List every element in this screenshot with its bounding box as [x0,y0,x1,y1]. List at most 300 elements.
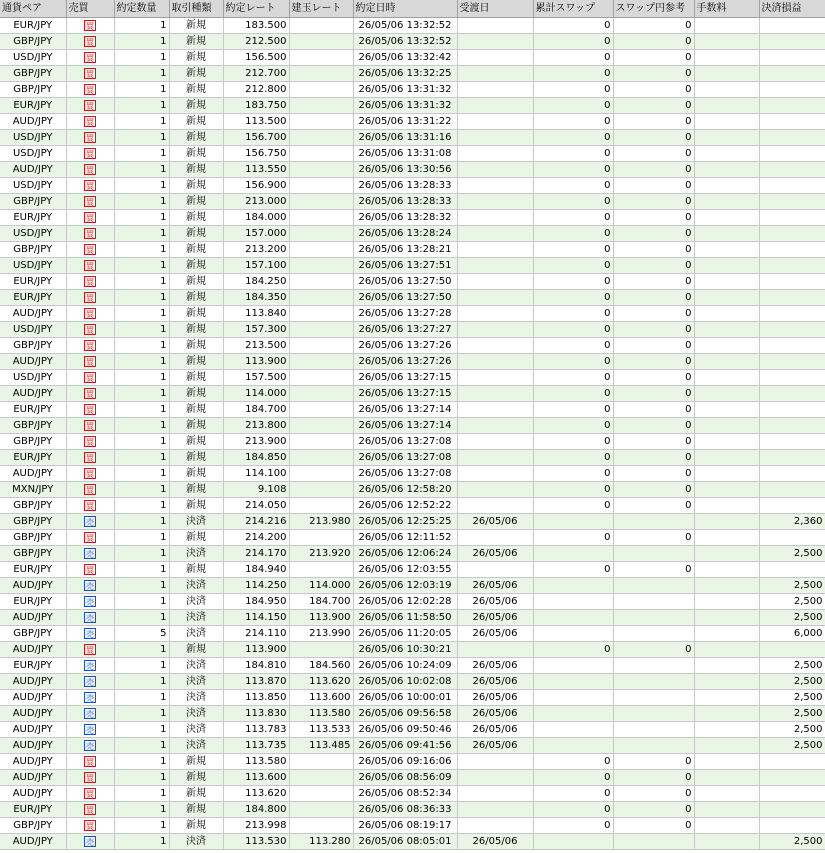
cell-swap-ref: 0 [613,338,694,354]
table-row[interactable] [0,722,825,738]
table-row[interactable] [0,322,825,338]
cell-pair: USD/JPY [0,146,66,162]
cell-rate: 113.580 [223,754,289,770]
cell-swap-ref: 0 [613,466,694,482]
cell-open-rate [289,258,353,274]
cell-side [66,50,114,66]
cell-pnl: 2,500 [759,706,825,722]
cell-fee [694,274,759,290]
cell-cumulative-swap: 0 [533,34,613,50]
cell-datetime: 26/05/06 09:41:56 [353,738,457,754]
cell-pair: USD/JPY [0,370,66,386]
cell-pnl [759,306,825,322]
cell-swap-ref [613,674,694,690]
column-header-trade-type[interactable]: 取引種類 [169,0,223,18]
cell-fee [694,514,759,530]
table-row[interactable] [0,674,825,690]
cell-quantity: 1 [114,130,169,146]
cell-fee [694,354,759,370]
cell-pnl [759,354,825,370]
cell-pnl [759,482,825,498]
cell-swap-ref: 0 [613,322,694,338]
buy-badge: 買 [86,213,94,223]
table-row[interactable] [0,706,825,722]
table-row[interactable] [0,402,825,418]
buy-badge: 買 [86,821,94,831]
cell-rate: 113.783 [223,722,289,738]
cell-cumulative-swap: 0 [533,274,613,290]
cell-quantity: 1 [114,690,169,706]
cell-side [66,818,114,834]
cell-side [66,434,114,450]
column-header-side[interactable]: 売買 [66,0,114,18]
cell-fee [694,578,759,594]
cell-rate: 157.000 [223,226,289,242]
cell-open-rate [289,802,353,818]
cell-open-rate [289,242,353,258]
table-row[interactable] [0,770,825,786]
cell-datetime: 26/05/06 10:30:21 [353,642,457,658]
cell-rate: 212.500 [223,34,289,50]
table-row[interactable] [0,162,825,178]
cell-swap-ref [613,626,694,642]
table-row[interactable] [0,738,825,754]
buy-badge: 買 [86,197,94,207]
cell-cumulative-swap: 0 [533,354,613,370]
cell-open-rate [289,322,353,338]
cell-open-rate [289,770,353,786]
cell-datetime: 26/05/06 13:31:32 [353,98,457,114]
cell-quantity: 1 [114,402,169,418]
buy-badge: 買 [86,261,94,271]
cell-datetime: 26/05/06 13:27:28 [353,306,457,322]
cell-pair: EUR/JPY [0,18,66,34]
table-row[interactable] [0,578,825,594]
column-header-cumulative-swap[interactable]: 累計スワップ [533,0,613,18]
cell-datetime: 26/05/06 13:32:25 [353,66,457,82]
cell-pair: AUD/JPY [0,578,66,594]
cell-quantity: 1 [114,834,169,850]
cell-settle-date [457,114,533,130]
table-row[interactable] [0,658,825,674]
cell-settle-date [457,258,533,274]
cell-open-rate [289,754,353,770]
buy-badge: 買 [86,325,94,335]
cell-pnl [759,802,825,818]
table-row[interactable] [0,690,825,706]
table-header-row [0,0,825,18]
cell-cumulative-swap: 0 [533,402,613,418]
table-row[interactable] [0,434,825,450]
cell-fee [694,306,759,322]
table-row[interactable] [0,50,825,66]
cell-rate: 184.950 [223,594,289,610]
cell-open-rate: 213.990 [289,626,353,642]
cell-pair: USD/JPY [0,178,66,194]
column-header-datetime[interactable]: 約定日時 [353,0,457,18]
cell-swap-ref: 0 [613,802,694,818]
cell-datetime: 26/05/06 12:03:55 [353,562,457,578]
cell-datetime: 26/05/06 12:25:25 [353,514,457,530]
cell-datetime: 26/05/06 13:32:52 [353,18,457,34]
buy-badge: 買 [86,437,94,447]
cell-trade-type: 新規 [169,338,223,354]
column-header-settle-date[interactable]: 受渡日 [457,0,533,18]
table-row[interactable] [0,306,825,322]
cell-open-rate [289,786,353,802]
cell-pnl [759,642,825,658]
cell-swap-ref [613,578,694,594]
cell-pair: EUR/JPY [0,562,66,578]
cell-trade-type: 新規 [169,802,223,818]
cell-pair: GBP/JPY [0,338,66,354]
cell-datetime: 26/05/06 13:27:27 [353,322,457,338]
cell-cumulative-swap: 0 [533,498,613,514]
cell-pair: EUR/JPY [0,274,66,290]
cell-pnl [759,770,825,786]
cell-settle-date [457,306,533,322]
cell-swap-ref: 0 [613,178,694,194]
column-header-pair[interactable]: 通貨ペア [0,0,66,18]
cell-open-rate [289,82,353,98]
cell-rate: 214.050 [223,498,289,514]
buy-badge: 買 [86,85,94,95]
table-row[interactable] [0,258,825,274]
cell-side [66,402,114,418]
cell-cumulative-swap: 0 [533,466,613,482]
cell-datetime: 26/05/06 13:32:42 [353,50,457,66]
cell-quantity: 1 [114,514,169,530]
cell-settle-date: 26/05/06 [457,658,533,674]
cell-pair: USD/JPY [0,322,66,338]
cell-swap-ref [613,738,694,754]
cell-trade-type: 決済 [169,690,223,706]
cell-rate: 213.200 [223,242,289,258]
cell-side [66,386,114,402]
cell-pnl [759,434,825,450]
cell-swap-ref: 0 [613,146,694,162]
cell-open-rate [289,338,353,354]
cell-side [66,674,114,690]
cell-datetime: 26/05/06 12:06:24 [353,546,457,562]
table-row[interactable] [0,274,825,290]
buy-badge: 買 [86,805,94,815]
cell-swap-ref: 0 [613,306,694,322]
cell-quantity: 1 [114,370,169,386]
cell-settle-date: 26/05/06 [457,738,533,754]
cell-side [66,642,114,658]
cell-pnl: 2,500 [759,610,825,626]
cell-pair: GBP/JPY [0,82,66,98]
cell-trade-type: 決済 [169,594,223,610]
cell-fee [694,498,759,514]
cell-cumulative-swap: 0 [533,322,613,338]
cell-open-rate [289,354,353,370]
table-row[interactable] [0,18,825,34]
cell-datetime: 26/05/06 08:56:09 [353,770,457,786]
cell-datetime: 26/05/06 12:02:28 [353,594,457,610]
cell-quantity: 1 [114,226,169,242]
cell-side [66,242,114,258]
cell-swap-ref: 0 [613,402,694,418]
cell-trade-type: 新規 [169,194,223,210]
table-row[interactable] [0,626,825,642]
table-row[interactable] [0,354,825,370]
table-row[interactable] [0,130,825,146]
cell-settle-date [457,162,533,178]
cell-trade-type: 新規 [169,98,223,114]
table-row[interactable] [0,114,825,130]
cell-open-rate [289,530,353,546]
cell-side [66,82,114,98]
cell-settle-date [457,418,533,434]
cell-cumulative-swap: 0 [533,786,613,802]
table-row[interactable] [0,466,825,482]
cell-rate: 113.830 [223,706,289,722]
cell-pnl [759,450,825,466]
buy-badge: 買 [86,293,94,303]
cell-side [66,258,114,274]
cell-pnl: 2,500 [759,674,825,690]
cell-trade-type: 新規 [169,242,223,258]
table-row[interactable] [0,338,825,354]
table-row[interactable] [0,802,825,818]
cell-settle-date [457,530,533,546]
cell-pnl [759,34,825,50]
cell-swap-ref [613,610,694,626]
cell-pnl: 2,500 [759,546,825,562]
cell-settle-date: 26/05/06 [457,610,533,626]
cell-cumulative-swap [533,626,613,642]
cell-pair: USD/JPY [0,226,66,242]
cell-swap-ref: 0 [613,34,694,50]
cell-pnl [759,370,825,386]
cell-rate: 213.500 [223,338,289,354]
cell-swap-ref: 0 [613,274,694,290]
table-row[interactable] [0,370,825,386]
cell-rate: 113.530 [223,834,289,850]
cell-trade-type: 新規 [169,18,223,34]
column-header-rate[interactable]: 約定レート [223,0,289,18]
cell-quantity: 1 [114,578,169,594]
cell-rate: 184.350 [223,290,289,306]
cell-quantity: 1 [114,450,169,466]
cell-swap-ref: 0 [613,370,694,386]
cell-cumulative-swap [533,658,613,674]
cell-fee [694,546,759,562]
table-row[interactable] [0,178,825,194]
cell-pair: AUD/JPY [0,162,66,178]
sell-badge: 売 [86,741,94,751]
cell-fee [694,50,759,66]
cell-fee [694,770,759,786]
table-row[interactable] [0,226,825,242]
cell-rate: 184.250 [223,274,289,290]
cell-pnl [759,242,825,258]
column-header-swap-ref[interactable]: スワップ円参考 [613,0,694,18]
cell-pair: AUD/JPY [0,738,66,754]
table-row[interactable] [0,546,825,562]
table-row[interactable] [0,34,825,50]
cell-cumulative-swap: 0 [533,66,613,82]
cell-rate: 157.300 [223,322,289,338]
cell-quantity: 1 [114,82,169,98]
cell-settle-date: 26/05/06 [457,690,533,706]
cell-settle-date [457,178,533,194]
cell-side [66,658,114,674]
cell-rate: 184.810 [223,658,289,674]
cell-rate: 183.500 [223,18,289,34]
cell-pair: GBP/JPY [0,418,66,434]
table-row[interactable] [0,498,825,514]
cell-fee [694,434,759,450]
cell-quantity: 1 [114,306,169,322]
table-row[interactable] [0,834,825,850]
cell-pnl [759,530,825,546]
cell-pair: AUD/JPY [0,674,66,690]
table-row[interactable] [0,146,825,162]
table-row[interactable] [0,210,825,226]
cell-datetime: 26/05/06 13:31:22 [353,114,457,130]
buy-badge: 買 [86,53,94,63]
cell-rate: 213.000 [223,194,289,210]
cell-quantity: 1 [114,706,169,722]
table-row[interactable] [0,562,825,578]
cell-cumulative-swap [533,546,613,562]
cell-fee [694,178,759,194]
table-row[interactable] [0,594,825,610]
buy-badge: 買 [86,389,94,399]
table-row[interactable] [0,418,825,434]
table-row[interactable] [0,66,825,82]
table-row[interactable] [0,786,825,802]
column-header-open-rate[interactable]: 建玉レート [289,0,353,18]
column-header-fee[interactable]: 手数料 [694,0,759,18]
cell-side [66,194,114,210]
cell-datetime: 26/05/06 13:27:51 [353,258,457,274]
cell-pnl: 6,000 [759,626,825,642]
cell-pnl: 2,500 [759,690,825,706]
cell-trade-type: 決済 [169,546,223,562]
table-row[interactable] [0,482,825,498]
table-row[interactable] [0,290,825,306]
table-row[interactable] [0,386,825,402]
table-row[interactable] [0,754,825,770]
cell-rate: 113.900 [223,642,289,658]
cell-pair: EUR/JPY [0,290,66,306]
cell-settle-date: 26/05/06 [457,706,533,722]
cell-datetime: 26/05/06 13:32:52 [353,34,457,50]
cell-trade-type: 決済 [169,674,223,690]
cell-side [66,450,114,466]
cell-rate: 157.500 [223,370,289,386]
cell-pair: AUD/JPY [0,354,66,370]
cell-datetime: 26/05/06 13:30:56 [353,162,457,178]
cell-datetime: 26/05/06 13:27:14 [353,402,457,418]
cell-pnl [759,386,825,402]
table-row[interactable] [0,642,825,658]
cell-pair: AUD/JPY [0,466,66,482]
buy-badge: 買 [86,645,94,655]
cell-datetime: 26/05/06 12:11:52 [353,530,457,546]
cell-cumulative-swap: 0 [533,178,613,194]
buy-badge: 買 [86,757,94,767]
cell-trade-type: 決済 [169,738,223,754]
cell-datetime: 26/05/06 13:28:24 [353,226,457,242]
table-row[interactable] [0,450,825,466]
cell-cumulative-swap: 0 [533,146,613,162]
cell-pair: AUD/JPY [0,306,66,322]
cell-side [66,226,114,242]
cell-pair: AUD/JPY [0,690,66,706]
cell-side [66,130,114,146]
column-header-quantity[interactable]: 約定数量 [114,0,169,18]
table-row[interactable] [0,242,825,258]
sell-badge: 売 [86,629,94,639]
sell-badge: 売 [86,693,94,703]
cell-settle-date [457,338,533,354]
cell-trade-type: 新規 [169,450,223,466]
cell-settle-date [457,98,533,114]
table-row[interactable] [0,98,825,114]
cell-cumulative-swap: 0 [533,770,613,786]
cell-pnl [759,226,825,242]
cell-pair: AUD/JPY [0,786,66,802]
cell-settle-date [457,754,533,770]
cell-cumulative-swap [533,722,613,738]
cell-quantity: 1 [114,818,169,834]
cell-pair: AUD/JPY [0,610,66,626]
cell-trade-type: 決済 [169,514,223,530]
cell-cumulative-swap: 0 [533,290,613,306]
cell-settle-date [457,82,533,98]
cell-rate: 113.500 [223,114,289,130]
cell-datetime: 26/05/06 09:50:46 [353,722,457,738]
cell-quantity: 1 [114,466,169,482]
column-header-pnl[interactable]: 決済損益 [759,0,825,18]
cell-side [66,338,114,354]
cell-side [66,802,114,818]
cell-rate: 114.100 [223,466,289,482]
cell-pair: GBP/JPY [0,194,66,210]
table-row[interactable] [0,82,825,98]
table-row[interactable] [0,514,825,530]
cell-pair: EUR/JPY [0,98,66,114]
cell-settle-date [457,210,533,226]
buy-badge: 買 [86,117,94,127]
cell-open-rate [289,194,353,210]
cell-rate: 156.700 [223,130,289,146]
table-row[interactable] [0,610,825,626]
cell-fee [694,834,759,850]
cell-rate: 183.750 [223,98,289,114]
cell-settle-date [457,370,533,386]
table-row[interactable] [0,194,825,210]
cell-swap-ref: 0 [613,770,694,786]
table-row[interactable] [0,818,825,834]
cell-datetime: 26/05/06 13:28:33 [353,178,457,194]
cell-pair: AUD/JPY [0,642,66,658]
buy-badge: 買 [86,421,94,431]
cell-pnl [759,82,825,98]
cell-cumulative-swap [533,610,613,626]
cell-quantity: 1 [114,290,169,306]
cell-trade-type: 新規 [169,482,223,498]
cell-trade-type: 新規 [169,130,223,146]
cell-settle-date [457,226,533,242]
cell-trade-type: 新規 [169,82,223,98]
table-row[interactable] [0,530,825,546]
